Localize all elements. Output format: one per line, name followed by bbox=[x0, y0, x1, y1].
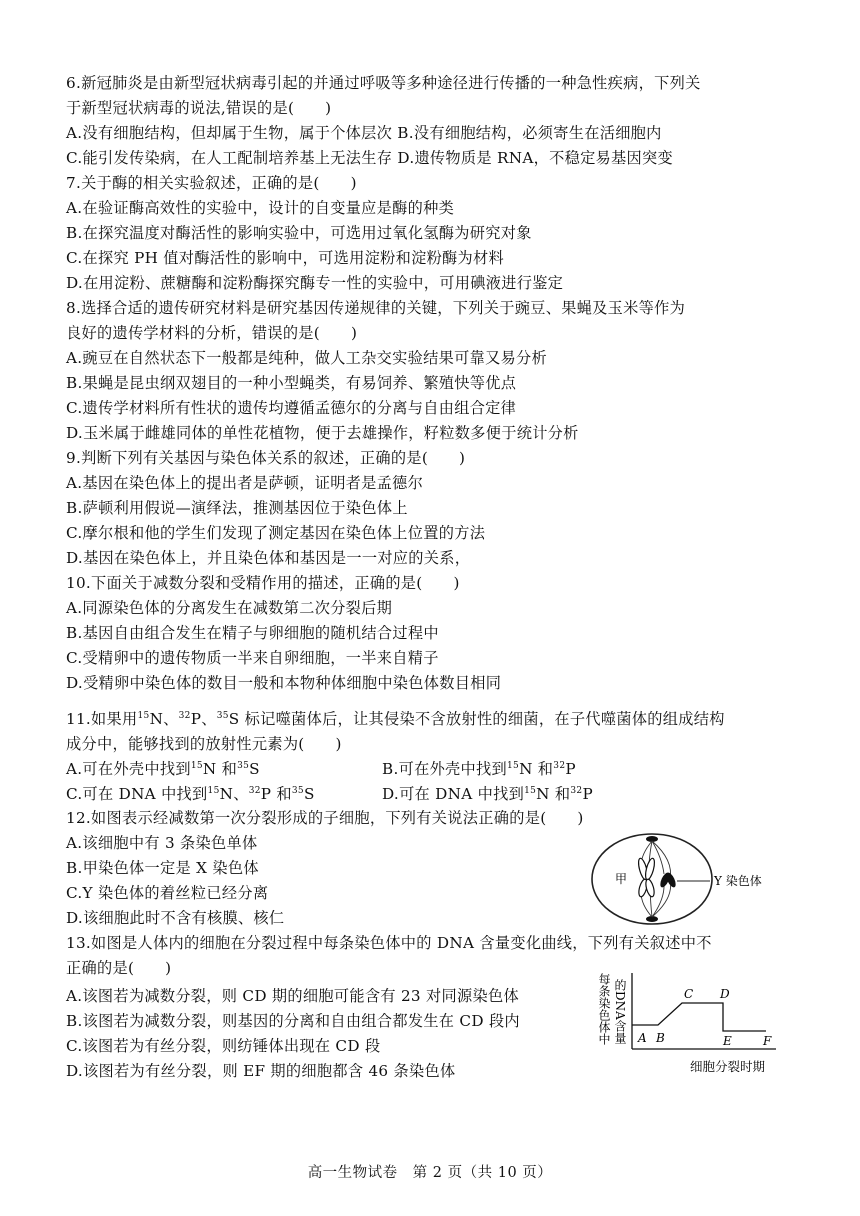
fig-label-y: Y 染色体 bbox=[714, 874, 762, 888]
question-line: A.在验证酶高效性的实验中，设计的自变量应是酶的种类 bbox=[66, 199, 455, 217]
question-line: A.基因在染色体上的提出者是萨顿，证明者是孟德尔 bbox=[66, 474, 424, 492]
question-line: 10.下面关于减数分裂和受精作用的描述，正确的是( ) bbox=[66, 574, 460, 592]
question-line: 9.判断下列有关基因与染色体关系的叙述，正确的是( ) bbox=[66, 449, 466, 467]
cell-figure bbox=[590, 828, 790, 928]
point-b: B bbox=[656, 1031, 665, 1045]
q12-option-c: C.Y 染色体的着丝粒已经分离 bbox=[66, 884, 269, 902]
q12-option-d: D.该细胞此时不含有核膜、核仁 bbox=[66, 909, 285, 927]
question-line: B.萨顿利用假说—演绎法，推测基因位于染色体上 bbox=[66, 499, 408, 517]
question-line: C.遗传学材料所有性状的遗传均遵循孟德尔的分离与自由组合定律 bbox=[66, 399, 517, 417]
question-line: C.在探究 PH 值对酶活性的影响中，可选用淀粉和淀粉酶为材料 bbox=[66, 249, 505, 267]
chromosome-jia bbox=[637, 857, 656, 897]
question-line: 6.新冠肺炎是由新型冠状病毒引起的并通过呼吸等多种途径进行传播的一种急性疾病，下列关 bbox=[66, 74, 701, 92]
q13-option-b: B.该图若为减数分裂，则基因的分离和自由组合都发生在 CD 段内 bbox=[66, 1012, 520, 1030]
q12-option-a: A.该细胞中有 3 条染色单体 bbox=[66, 834, 258, 852]
question-line: B.基因自由组合发生在精子与卵细胞的随机结合过程中 bbox=[66, 624, 439, 642]
question-line: D.在用淀粉、蔗糖酶和淀粉酶探究酶专一性的实验中，可用碘液进行鉴定 bbox=[66, 274, 564, 292]
point-a: A bbox=[638, 1031, 647, 1045]
question-line: 8.选择合适的遗传研究材料是研究基因传递规律的关键，下列关于豌豆、果蝇及玉米等作为 bbox=[66, 299, 686, 317]
point-e: E bbox=[723, 1034, 732, 1048]
point-c: C bbox=[684, 987, 694, 1001]
q11-option-d: D.可在 DNA 中找到$^{15}$N 和$^{32}$P bbox=[382, 785, 593, 803]
dna-curve bbox=[632, 1003, 766, 1031]
graph-ylabel-2: 的DNA含量 bbox=[613, 979, 627, 1044]
q12-option-b: B.甲染色体一定是 X 染色体 bbox=[66, 859, 259, 877]
question-line: 7.关于酶的相关实验叙述，正确的是( ) bbox=[66, 174, 357, 192]
question-line: 于新型冠状病毒的说法,错误的是( ) bbox=[66, 99, 332, 117]
graph-ylabel-1: 每条染色体中 bbox=[597, 973, 611, 1045]
question-line: D.基因在染色体上，并且染色体和基因是一一对应的关系， bbox=[66, 549, 471, 567]
question-line: 良好的遗传学材料的分析，错误的是( ) bbox=[66, 324, 358, 342]
q13-stem-line1: 13.如图是人体内的细胞在分裂过程中每条染色体中的 DNA 含量变化曲线，下列有关叙述中不 bbox=[66, 934, 712, 952]
fig-label-jia: 甲 bbox=[615, 872, 628, 886]
question-line: B.果蝇是昆虫纲双翅目的一种小型蝇类，有易饲养、繁殖快等优点 bbox=[66, 374, 517, 392]
question-line: C.受精卵中的遗传物质一半来自卵细胞，一半来自精子 bbox=[66, 649, 439, 667]
dna-content-graph bbox=[590, 965, 790, 1077]
q13-option-c: C.该图若为有丝分裂，则纺锤体出现在 CD 段 bbox=[66, 1037, 381, 1055]
question-line: A.豌豆在自然状态下一般都是纯种，做人工杂交实验结果可靠又易分析 bbox=[66, 349, 548, 367]
question-line: D.玉米属于雌雄同体的单性花植物，便于去雄操作，籽粒数多便于统计分析 bbox=[66, 424, 579, 442]
q11-option-a: A.可在外壳中找到$^{15}$N 和$^{35}$S bbox=[66, 760, 260, 778]
chromosome-y bbox=[658, 871, 677, 888]
question-line: C.摩尔根和他的学生们发现了测定基因在染色体上位置的方法 bbox=[66, 524, 486, 542]
q13-stem-line2: 正确的是( ) bbox=[66, 959, 172, 977]
page-footer: 高一生物试卷 第 2 页（共 10 页） bbox=[307, 1165, 553, 1181]
q11-option-b: B.可在外壳中找到$^{15}$N 和$^{32}$P bbox=[382, 760, 576, 778]
q12-stem: 12.如图表示经减数第一次分裂形成的子细胞，下列有关说法正确的是( ) bbox=[66, 809, 584, 827]
q11-option-c: C.可在 DNA 中找到$^{15}$N、$^{32}$P 和$^{35}$S bbox=[66, 785, 315, 803]
q11-stem-line2: 成分中，能够找到的放射性元素为( ) bbox=[66, 735, 342, 753]
point-f: F bbox=[763, 1034, 772, 1048]
question-line: A.没有细胞结构，但却属于生物，属于个体层次 B.没有细胞结构，必须寄生在活细胞内 bbox=[66, 124, 662, 142]
q11-stem-line1: 11.如果用$^{15}$N、$^{32}$P、$^{35}$S 标记噬菌体后，让其侵染不含放射性的细菌，在子代噬菌体的组成结构 bbox=[66, 710, 725, 728]
q13-option-a: A.该图若为减数分裂，则 CD 期的细胞可能含有 23 对同源染色体 bbox=[66, 987, 519, 1005]
cell-membrane bbox=[592, 834, 712, 924]
graph-xlabel: 细胞分裂时期 bbox=[690, 1059, 766, 1074]
q13-option-d: D.该图若为有丝分裂，则 EF 期的细胞都含 46 条染色体 bbox=[66, 1062, 456, 1080]
question-line: B.在探究温度对酶活性的影响实验中，可选用过氧化氢酶为研究对象 bbox=[66, 224, 532, 242]
question-line: C.能引发传染病，在人工配制培养基上无法生存 D.遗传物质是 RNA，不稳定易基因突变 bbox=[66, 149, 673, 167]
question-line: A.同源染色体的分离发生在减数第二次分裂后期 bbox=[66, 599, 393, 617]
question-line: D.受精卵中染色体的数目一般和本物种体细胞中染色体数目相同 bbox=[66, 674, 502, 692]
point-d: D bbox=[720, 987, 730, 1001]
